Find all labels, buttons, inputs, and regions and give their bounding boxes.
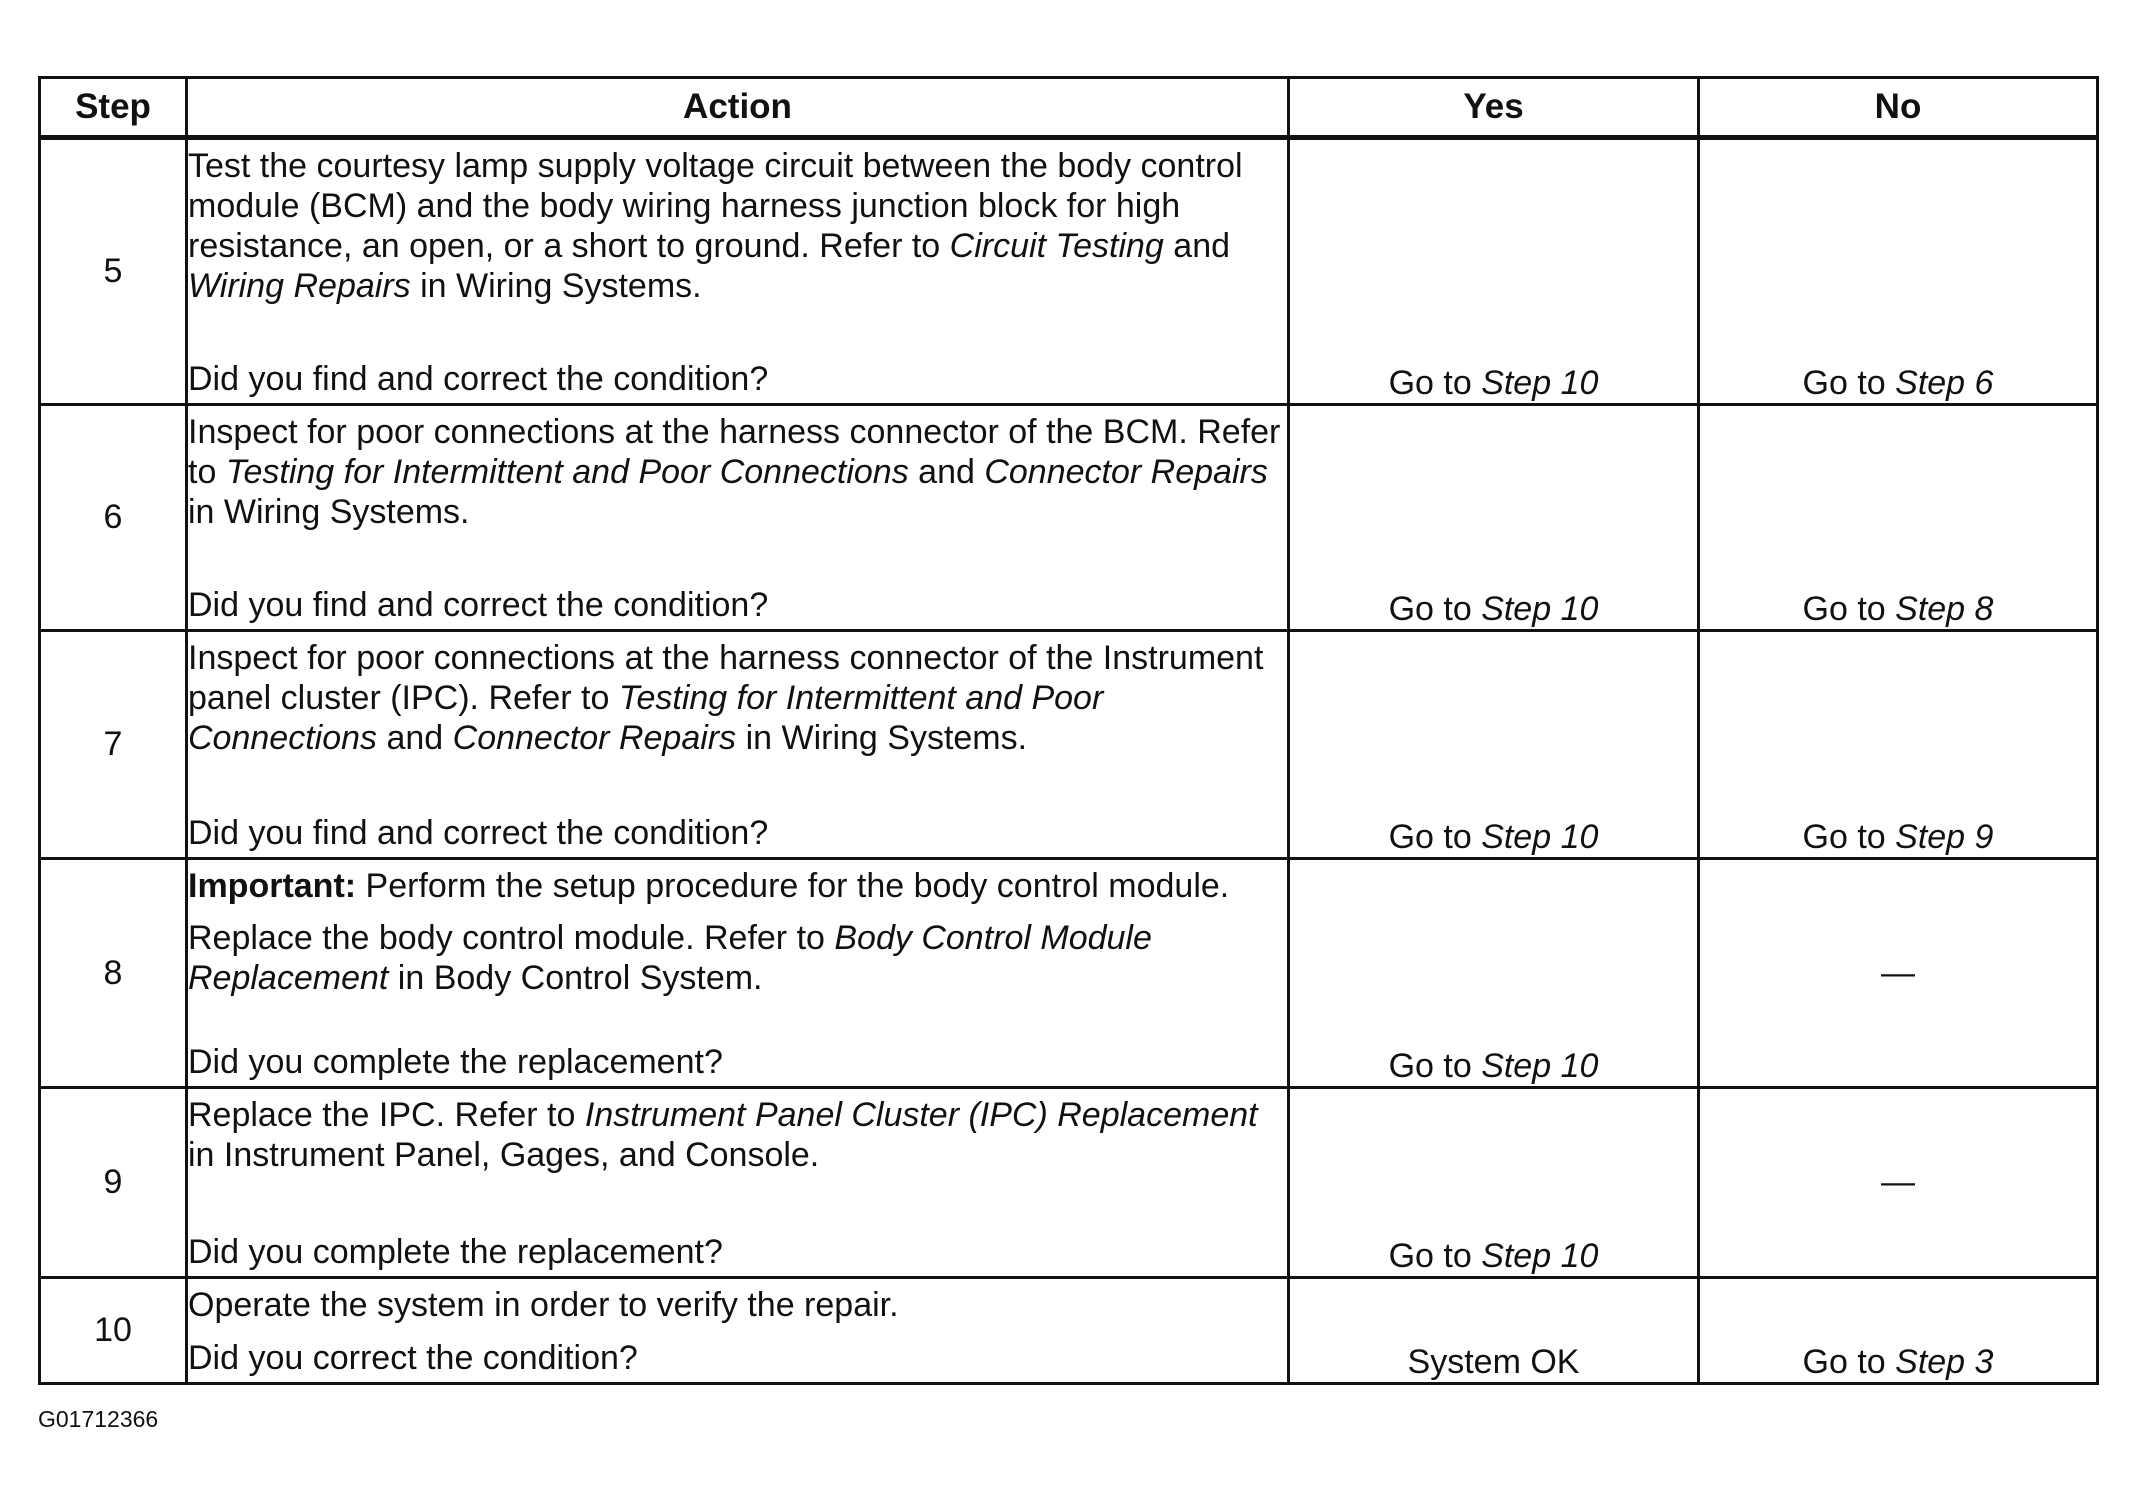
action-text-part: Replace the body control module. Refer to — [188, 919, 835, 957]
diagnostic-table-container — [38, 76, 2096, 1381]
action-cell — [187, 1278, 1289, 1384]
goto-prefix: Go to — [1388, 1047, 1482, 1085]
goto-prefix: Go to — [1388, 364, 1482, 402]
action-text — [188, 1095, 1287, 1175]
important-label: Important: — [188, 867, 357, 905]
yes-result — [1289, 138, 1699, 405]
action-text — [188, 638, 1287, 758]
diagnostic-table — [38, 76, 2099, 1385]
goto-prefix: Go to — [1802, 1343, 1896, 1381]
action-text-part: Test the courtesy lamp supply voltage circuit between the body control module (BCM) and the body wiring harness junction block for high resistance, an open, or a short to ground. Refer to — [188, 147, 1243, 265]
action-cell — [187, 1088, 1289, 1278]
no-result — [1699, 405, 2098, 631]
reference-link-text: Circuit Testing — [949, 227, 1164, 265]
goto-prefix: Go to — [1802, 364, 1896, 402]
goto-step: Step 10 — [1481, 1047, 1599, 1085]
action-cell — [187, 859, 1289, 1088]
goto-prefix: Go to — [1802, 818, 1896, 856]
no-result — [1699, 138, 2098, 405]
table-row — [40, 138, 2098, 405]
goto-prefix: Go to — [1388, 818, 1482, 856]
action-text — [188, 146, 1287, 306]
action-text — [188, 412, 1287, 532]
important-text: Perform the setup procedure for the body control module. — [356, 867, 1230, 905]
table-row — [40, 859, 2098, 1088]
header-action: Action — [187, 78, 1289, 138]
step-number: 9 — [40, 1088, 187, 1278]
goto-step: Step 6 — [1895, 364, 1994, 402]
action-text-part: Replace the IPC. Refer to — [188, 1096, 585, 1134]
action-text-part: and — [377, 719, 453, 757]
action-question: Did you find and correct the condition? — [188, 586, 769, 624]
action-text: Operate the system in order to verify the repair. — [188, 1286, 899, 1324]
figure-id: G01712366 — [38, 1406, 159, 1432]
action-question: Did you complete the replacement? — [188, 1043, 723, 1081]
step-number: 6 — [40, 405, 187, 631]
goto-prefix: Go to — [1802, 590, 1896, 628]
yes-result — [1289, 859, 1699, 1088]
no-result-none: — — [1699, 1088, 2098, 1278]
action-text-part: in Wiring Systems. — [736, 719, 1028, 757]
action-text-part: in Wiring Systems. — [188, 493, 470, 531]
action-text-part: Inspect for poor connections at the harness connector of the Instrument panel cluster (IPC). Refer to — [188, 639, 1264, 717]
no-result — [1699, 1278, 2098, 1384]
action-text-part: in Instrument Panel, Gages, and Console. — [188, 1136, 820, 1174]
action-cell — [187, 405, 1289, 631]
header-yes: Yes — [1289, 78, 1699, 138]
no-result — [1699, 631, 2098, 859]
table-row — [40, 631, 2098, 859]
reference-link-text: Testing for Intermittent and Poor Connections — [188, 679, 1104, 757]
action-text-part: Inspect for poor connections at the harness connector of the BCM. Refer to — [188, 413, 1281, 491]
header-step: Step — [40, 78, 187, 138]
action-text-part: in Body Control System. — [388, 959, 763, 997]
action-cell — [187, 631, 1289, 859]
step-number: 5 — [40, 138, 187, 405]
table-row — [40, 405, 2098, 631]
table-row — [40, 1088, 2098, 1278]
action-cell — [187, 138, 1289, 405]
table-header-row — [40, 78, 2098, 138]
yes-result: System OK — [1289, 1278, 1699, 1384]
yes-result — [1289, 631, 1699, 859]
goto-step: Step 10 — [1481, 1237, 1599, 1275]
reference-link-text: Testing for Intermittent and Poor Connections — [225, 453, 909, 491]
goto-step: Step 3 — [1895, 1343, 1994, 1381]
goto-step: Step 9 — [1895, 818, 1994, 856]
goto-step: Step 8 — [1895, 590, 1994, 628]
reference-link-text: Instrument Panel Cluster (IPC) Replacement — [584, 1096, 1258, 1134]
action-text-part: and — [1163, 227, 1231, 265]
goto-step: Step 10 — [1481, 590, 1599, 628]
reference-link-text: Connector Repairs — [984, 453, 1268, 491]
step-number: 8 — [40, 859, 187, 1088]
important-note — [188, 866, 1287, 906]
yes-result — [1289, 405, 1699, 631]
reference-link-text: Body Control Module Replacement — [188, 919, 1152, 997]
step-number: 10 — [40, 1278, 187, 1384]
action-text — [188, 918, 1287, 998]
table-row — [40, 1278, 2098, 1384]
action-question: Did you correct the condition? — [188, 1339, 638, 1377]
goto-prefix: Go to — [1388, 1237, 1482, 1275]
action-question: Did you find and correct the condition? — [188, 814, 769, 852]
goto-step: Step 10 — [1481, 364, 1599, 402]
header-no: No — [1699, 78, 2098, 138]
goto-prefix: Go to — [1388, 590, 1482, 628]
no-result-none: — — [1699, 859, 2098, 1088]
step-number: 7 — [40, 631, 187, 859]
action-text-part: in Wiring Systems. — [410, 267, 702, 305]
action-question: Did you find and correct the condition? — [188, 360, 769, 398]
action-question: Did you complete the replacement? — [188, 1233, 723, 1271]
reference-link-text: Wiring Repairs — [188, 267, 411, 305]
goto-step: Step 10 — [1481, 818, 1599, 856]
action-text-part: and — [908, 453, 985, 491]
yes-result — [1289, 1088, 1699, 1278]
reference-link-text: Connector Repairs — [452, 719, 737, 757]
